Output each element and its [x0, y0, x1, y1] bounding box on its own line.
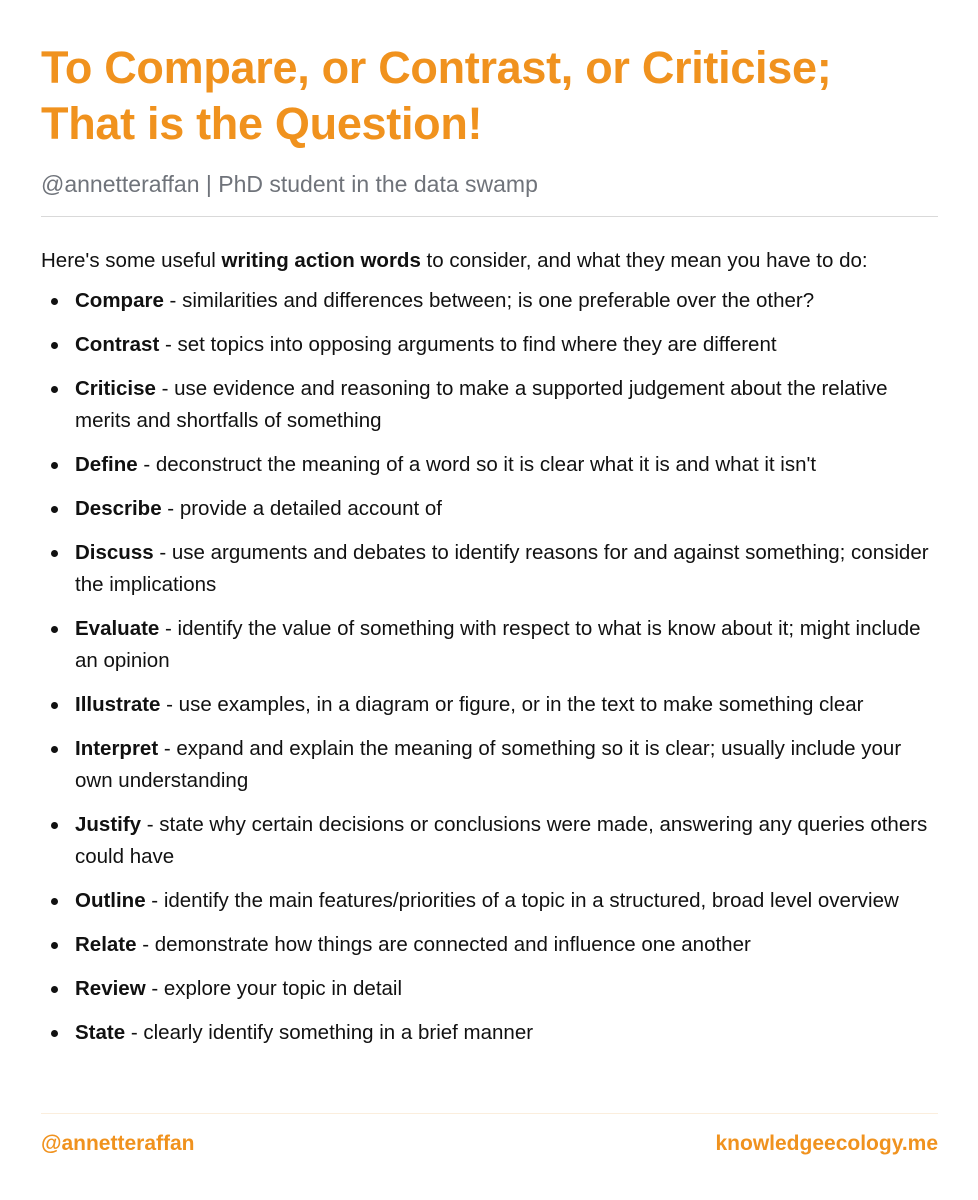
footer-divider — [41, 1113, 938, 1114]
term-definition: - identify the main features/priorities of a topic in a structured, broad level overview — [145, 889, 899, 912]
term-label: Describe — [75, 497, 162, 520]
bullet-icon — [51, 822, 58, 829]
term-label: Relate — [75, 933, 137, 956]
term-definition: - clearly identify something in a brief manner — [125, 1021, 534, 1044]
term-label: Illustrate — [75, 693, 161, 716]
bullet-icon — [51, 298, 58, 305]
term-definition: - explore your topic in detail — [145, 977, 403, 1000]
term-definition: - use examples, in a diagram or figure, or in the text to make something clear — [160, 693, 864, 716]
infographic — [41, 0, 938, 1200]
bullet-icon — [51, 386, 58, 393]
intro-after: to consider, and what they mean you have to do: — [420, 249, 868, 272]
term-label: State — [75, 1021, 126, 1044]
title-line-1: To Compare, or Contrast, or Criticise; — [41, 42, 832, 93]
term-definition: - provide a detailed account of — [161, 497, 442, 520]
list-item — [41, 973, 938, 1005]
title-line-2: That is the Question! — [41, 98, 483, 149]
list-item — [41, 885, 938, 917]
list-item — [41, 733, 938, 797]
list-item — [41, 329, 938, 361]
term-definition: - demonstrate how things are connected and influence one another — [136, 933, 751, 956]
term-definition: - use arguments and debates to identify reasons for and against something; consider the implications — [75, 541, 929, 596]
bullet-icon — [51, 702, 58, 709]
term-definition: - identify the value of something with respect to what is know about it; might include an opinion — [75, 617, 921, 672]
intro-bold: writing action words — [221, 249, 421, 272]
bullet-icon — [51, 342, 58, 349]
intro-text — [41, 247, 868, 275]
term-label: Interpret — [75, 737, 159, 760]
term-label: Criticise — [75, 377, 156, 400]
bullet-icon — [51, 746, 58, 753]
intro-before: Here's some useful — [41, 249, 222, 272]
term-label: Justify — [75, 813, 142, 836]
term-label: Contrast — [75, 333, 160, 356]
term-label: Compare — [75, 289, 164, 312]
list-item — [41, 285, 938, 317]
footer-website: knowledgeecology.me — [715, 1132, 938, 1155]
action-words-list — [41, 285, 938, 1061]
page-title — [41, 40, 831, 152]
term-label: Outline — [75, 889, 146, 912]
term-definition: - state why certain decisions or conclusions were made, answering any queries others could have — [75, 813, 928, 868]
list-item — [41, 449, 938, 481]
bullet-icon — [51, 898, 58, 905]
bullet-icon — [51, 550, 58, 557]
list-item — [41, 929, 938, 961]
term-definition: - set topics into opposing arguments to find where they are different — [159, 333, 777, 356]
list-item — [41, 689, 938, 721]
term-label: Evaluate — [75, 617, 160, 640]
term-label: Review — [75, 977, 146, 1000]
list-item — [41, 493, 938, 525]
bullet-icon — [51, 506, 58, 513]
footer-handle: @annetteraffan — [41, 1132, 195, 1155]
bullet-icon — [51, 942, 58, 949]
term-label: Discuss — [75, 541, 154, 564]
term-definition: - use evidence and reasoning to make a supported judgement about the relative merits and shortfalls of something — [75, 377, 888, 432]
header-divider — [41, 216, 938, 217]
term-definition: - similarities and differences between; is one preferable over the other? — [163, 289, 815, 312]
list-item — [41, 373, 938, 437]
bullet-icon — [51, 462, 58, 469]
bullet-icon — [51, 986, 58, 993]
list-item — [41, 1017, 938, 1049]
list-item — [41, 537, 938, 601]
subtitle: @annetteraffan | PhD student in the data swamp — [41, 171, 538, 197]
bullet-icon — [51, 626, 58, 633]
list-item — [41, 613, 938, 677]
term-definition: - expand and explain the meaning of something so it is clear; usually include your own understanding — [75, 737, 902, 792]
bullet-icon — [51, 1030, 58, 1037]
term-definition: - deconstruct the meaning of a word so it is clear what it is and what it isn't — [137, 453, 817, 476]
list-item — [41, 809, 938, 873]
term-label: Define — [75, 453, 138, 476]
